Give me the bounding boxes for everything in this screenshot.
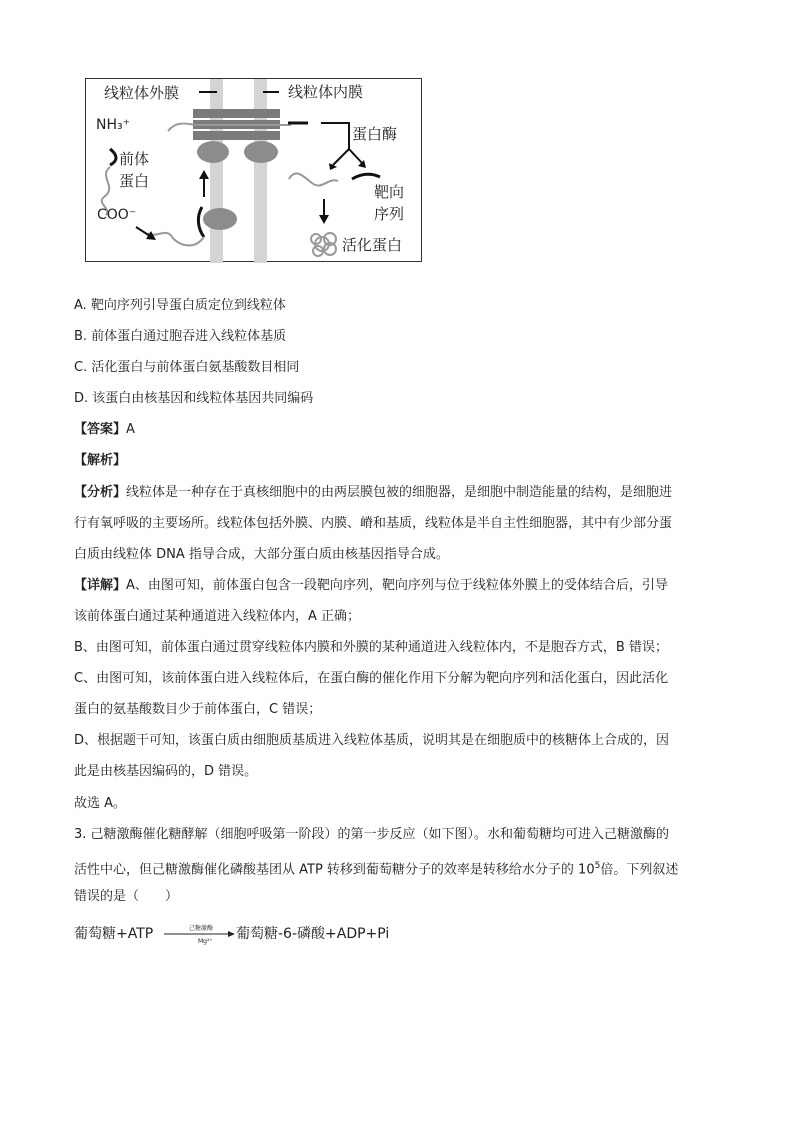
answer-value: A: [126, 422, 135, 437]
outer-channel-bot: [193, 131, 238, 140]
inner-membrane-label: 线粒体内膜: [288, 83, 364, 101]
precursor-target-seq: [110, 149, 116, 165]
outer-membrane-label: 线粒体外膜: [104, 84, 180, 102]
split-arrow-left: [333, 149, 349, 165]
q3-line-1: 3. 己糖激酶催化糖酵解（细胞呼吸第一阶段）的第一步反应（如下图）。水和葡萄糖均可进入己糖激酶的: [74, 827, 670, 842]
q3-line-2-pre: 活性中心，但己糖激酶催化磷酸基团从 ATP 转移到葡萄糖分子的效率是转移给水分子的 10: [74, 862, 595, 878]
detail-c-line-1: C、由图可知，该前体蛋白进入线粒体后，在蛋白酶的催化作用下分解为靶向序列和活化蛋白，因此活化: [74, 671, 669, 686]
split-arrow-right: [349, 149, 362, 163]
protease-label: 蛋白酶: [352, 125, 398, 143]
q3-line-3: 错误的是（ ）: [74, 889, 179, 904]
inner-channel-bot: [238, 131, 280, 140]
analysis-head: 【分析】: [74, 485, 127, 500]
option-b: B. 前体蛋白通过胞吞进入线粒体基质: [74, 329, 287, 344]
outer-membrane-band: [210, 79, 223, 263]
target-seq-label-line2: 序列: [374, 205, 405, 223]
lower-chain: [148, 233, 204, 246]
detail-a-line-1: [74, 577, 668, 595]
analysis-label: 【解析】: [74, 453, 127, 468]
option-c: C. 活化蛋白与前体蛋白氨基酸数目相同: [74, 360, 300, 375]
lower-target-seq: [198, 207, 204, 237]
target-seq-label-line1: 靶向: [374, 183, 405, 201]
option-d: D. 该蛋白由核基因和线粒体基因共同编码: [74, 391, 314, 406]
equation-right: 葡萄糖-6-磷酸+ADP+Pi: [236, 926, 390, 942]
detail-a-text-1: A、由图可知，前体蛋白包含一段靶向序列，靶向序列与位于线粒体外膜上的受体结合后，引导: [126, 578, 668, 593]
precursor-label-line1: 前体: [119, 150, 150, 168]
coo-arrow-shaft: [136, 227, 150, 236]
outer-channel-top: [193, 109, 238, 118]
detail-head: 【详解】: [74, 578, 127, 593]
option-a: A. 靶向序列引导蛋白质定位到线粒体: [74, 298, 286, 313]
up-arrow-head: [199, 170, 209, 179]
down-arrow-head: [319, 215, 329, 224]
q3-line-2: [74, 857, 678, 879]
q3-exponent: 5: [594, 861, 601, 871]
equation-cofactor: Mg²⁺: [198, 938, 213, 945]
cleaved-chain: [289, 173, 338, 185]
analysis-line-2: 行有氧呼吸的主要场所。线粒体包括外膜、内膜、嵴和基质，线粒体是半自主性细胞器，其中有少部分蛋: [74, 516, 673, 531]
equation-left: 葡萄糖+ATP: [74, 926, 154, 942]
lower-receptor-ellipse: [203, 208, 237, 230]
conclusion-line: 故选 A。: [74, 796, 127, 811]
activated-protein-label: 活化蛋白: [342, 236, 403, 254]
inner-receptor-ellipse: [244, 141, 278, 163]
detail-a-line-2: 该前体蛋白通过某种通道进入线粒体内，A 正确；: [74, 609, 361, 624]
precursor-label-line2: 蛋白: [119, 172, 150, 190]
mitochondria-import-figure: [85, 78, 422, 262]
detail-c-line-2: 蛋白的氨基酸数目少于前体蛋白，C 错误；: [74, 702, 322, 717]
coo-label: COO⁻: [97, 207, 137, 223]
inner-channel-top: [238, 109, 280, 118]
q3-line-2-post: 倍。下列叙述: [600, 862, 679, 878]
inner-membrane-band: [254, 79, 267, 263]
equation-enzyme: 己糖激酶: [189, 925, 214, 932]
analysis-line-1: [74, 484, 672, 502]
answer-line: [74, 421, 135, 439]
detail-d-line-2: 此是由核基因编码的，D 错误。: [74, 764, 258, 779]
detail-d-line-1: D、根据题干可知，该蛋白质由细胞质基质进入线粒体基质，说明其是在细胞质中的核糖体上合成的，因: [74, 733, 670, 748]
outer-receptor-ellipse: [197, 141, 229, 163]
analysis-line-3: 白质由线粒体 DNA 指导合成，大部分蛋白质由核基因指导合成。: [74, 547, 449, 562]
activated-protein-shape: [311, 233, 336, 256]
detail-b-line: B、由图可知，前体蛋白通过贯穿线粒体内膜和外膜的某种通道进入线粒体内，不是胞吞方式，B 错误；: [74, 640, 668, 655]
answer-label: 【答案】: [74, 422, 127, 437]
analysis-text-1: 线粒体是一种存在于真核细胞中的由两层膜包被的细胞器，是细胞中制造能量的结构，是细胞进: [126, 485, 673, 500]
nh3-label: NH₃⁺: [96, 117, 131, 133]
cleaved-target-seq: [352, 174, 380, 179]
protease-bracket: [321, 123, 349, 149]
